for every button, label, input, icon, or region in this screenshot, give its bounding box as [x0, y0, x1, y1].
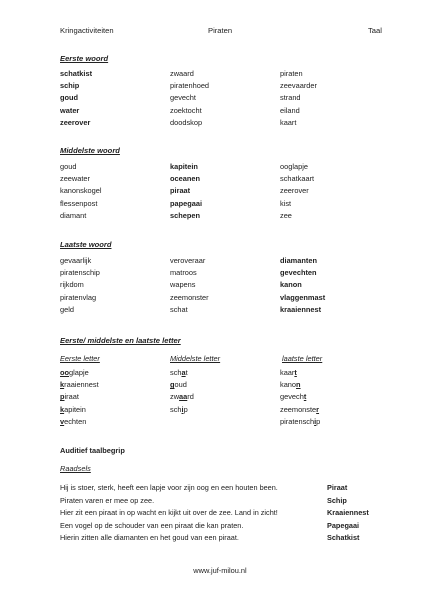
word-last-c0-r0: gevaarlijk: [60, 256, 92, 265]
subheading-riddles: Raadsels: [60, 464, 91, 473]
riddle-answer: Kraaiennest: [327, 508, 369, 518]
highlighted-letter: a: [181, 368, 186, 377]
section-title-middle: Middelste woord: [60, 146, 120, 155]
highlighted-letter: r: [316, 404, 320, 414]
word-last-c0-r4: geld: [60, 304, 74, 314]
word-middle-c1-r2: piraat: [170, 186, 191, 196]
word-first-c1-r4: doodskop: [170, 117, 203, 127]
word-middle-c2-r1: schatkaart: [280, 174, 315, 184]
word-last-c2-r4: kraaiennest: [280, 304, 322, 314]
word-first-c2-r0: piraten: [280, 69, 303, 78]
highlighted-letter: i: [181, 404, 184, 414]
letter-word-c2-r0: kaart: [280, 368, 297, 377]
section-title-letters: Eerste/ middelste en laatste letter: [60, 336, 181, 345]
highlighted-letter: oo: [60, 368, 70, 377]
word-first-c1-r2: gevecht: [170, 93, 196, 103]
word-first-c0-r0: schatkist: [60, 69, 93, 78]
highlighted-letter: t: [303, 392, 307, 402]
word-middle-c1-r4: schepen: [170, 210, 200, 220]
word-last-c1-r2: wapens: [170, 280, 196, 290]
section-title-auditief: Auditief taalbegrip: [60, 446, 125, 455]
letter-word-c1-r2: zwaard: [170, 392, 194, 402]
header-left: Kringactiviteiten: [60, 26, 114, 35]
word-last-c0-r1: piratenschip: [60, 268, 100, 278]
letter-word-c1-r0: schat: [170, 368, 188, 377]
word-first-c2-r4: kaart: [280, 117, 297, 127]
word-middle-c0-r4: diamant: [60, 210, 87, 220]
letter-word-c1-r1: goud: [170, 380, 187, 390]
word-last-c1-r3: zeemonster: [170, 292, 209, 302]
subheading-middle-letter: Middelste letter: [170, 354, 221, 363]
subheading-first-letter: Eerste letter: [60, 354, 100, 363]
highlighted-letter: k: [60, 380, 65, 390]
letter-word-c2-r1: kanon: [280, 380, 301, 390]
word-last-c2-r2: kanon: [280, 280, 302, 290]
word-middle-c1-r3: papegaai: [170, 198, 203, 208]
word-middle-c1-r1: oceanen: [170, 174, 200, 184]
word-middle-c2-r4: zee: [280, 210, 292, 220]
letter-word-c0-r1: kraaiennest: [60, 380, 99, 390]
riddle-answer: Papegaai: [327, 520, 360, 530]
letter-word-c2-r4: piratenschip: [280, 416, 321, 426]
section-title-first: Eerste woord: [60, 54, 109, 63]
word-last-c2-r0: diamanten: [280, 256, 317, 265]
riddle-question: Hier zit een piraat in op wacht en kijkt uit over de zee. Land in zicht!: [60, 508, 278, 518]
word-middle-c1-r0: kapitein: [170, 162, 198, 171]
riddle-answer: Schip: [327, 495, 347, 505]
letter-word-c1-r3: schip: [170, 404, 188, 414]
riddle-answer: Piraat: [327, 483, 348, 492]
riddle-question: Hierin zitten alle diamanten en het goud van een piraat.: [60, 533, 239, 543]
highlighted-letter: aa: [179, 392, 188, 402]
word-last-c1-r1: matroos: [170, 268, 197, 278]
word-middle-c0-r2: kanonskogel: [60, 186, 102, 196]
word-middle-c2-r2: zeerover: [280, 186, 309, 196]
riddle-question: Een vogel op de schouder van een piraat die kan praten.: [60, 520, 244, 530]
word-first-c0-r3: water: [60, 105, 80, 115]
section-title-last: Laatste woord: [60, 240, 112, 249]
word-middle-c2-r3: kist: [280, 198, 292, 208]
word-first-c0-r2: goud: [60, 93, 79, 103]
subheading-last-letter: laatste letter: [282, 354, 323, 363]
word-last-c0-r3: piratenvlag: [60, 292, 97, 302]
word-first-c2-r1: zeevaarder: [280, 81, 317, 91]
word-last-c1-r0: veroveraar: [170, 256, 206, 265]
highlighted-letter: k: [60, 404, 65, 414]
word-first-c1-r1: piratenhoed: [170, 81, 210, 91]
highlighted-letter: p: [60, 392, 65, 402]
word-last-c2-r1: gevechten: [280, 268, 317, 278]
riddle-question: Hij is stoer, sterk, heeft een lapje voor zijn oog en een houten been.: [60, 483, 278, 492]
word-last-c1-r4: schat: [170, 304, 188, 314]
word-first-c2-r2: strand: [280, 93, 301, 103]
highlighted-letter: i: [314, 416, 317, 426]
letter-word-c0-r4: vechten: [60, 416, 87, 426]
word-first-c1-r3: zoektocht: [170, 105, 202, 115]
header-center: Piraten: [208, 26, 233, 35]
highlighted-letter: v: [60, 416, 65, 426]
word-middle-c2-r0: ooglapje: [280, 162, 308, 171]
letter-word-c0-r3: kapitein: [60, 404, 86, 414]
letter-word-c0-r2: piraat: [60, 392, 79, 402]
word-first-c0-r1: schip: [60, 81, 80, 91]
word-middle-c0-r3: flessenpost: [60, 198, 98, 208]
highlighted-letter: n: [296, 380, 301, 390]
footer-url: www.juf-milou.nl: [193, 566, 247, 575]
letter-word-c2-r2: gevecht: [280, 392, 307, 402]
word-first-c0-r4: zeerover: [60, 117, 91, 127]
word-middle-c0-r1: zeewater: [60, 174, 90, 184]
word-last-c2-r3: vlaggenmast: [280, 292, 326, 302]
word-middle-c0-r0: goud: [60, 162, 77, 171]
riddle-answer: Schatkist: [327, 533, 360, 543]
highlighted-letter: t: [294, 368, 297, 377]
word-last-c0-r2: rijkdom: [60, 280, 84, 290]
header-right: Taal: [368, 26, 382, 35]
letter-word-c2-r3: zeemonster: [280, 404, 320, 414]
letter-word-c0-r0: ooglapje: [60, 368, 89, 377]
word-first-c2-r3: eiland: [280, 105, 300, 115]
riddle-question: Piraten varen er mee op zee.: [60, 495, 155, 505]
highlighted-letter: g: [170, 380, 175, 390]
word-first-c1-r0: zwaard: [170, 69, 194, 78]
